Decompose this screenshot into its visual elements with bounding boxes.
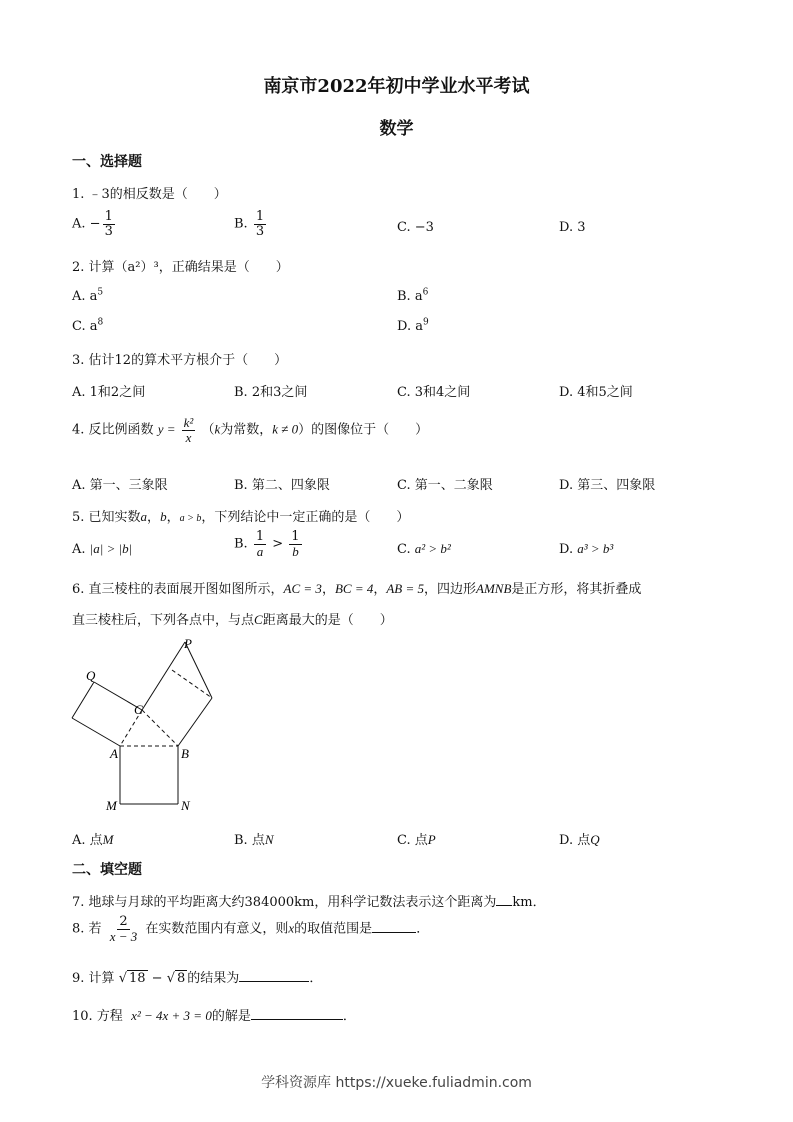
q2-option-a: A. $a^5$ [72,287,104,304]
subject-title: 数学 [379,119,414,139]
q3-option-a: A. 1和2之间 [72,385,146,400]
q3-stem: 3. 估计12的算术平方根介于（ ） [72,353,288,368]
q8-blank [372,920,416,933]
q6-option-b: B. 点N [234,832,274,848]
q5-option-b: B. $\frac{1}{a}$ > $\frac{1}{b}$ [234,529,300,559]
q9-stem: 9. 计算 √ 18 − √ 8 的结果为 ． [72,971,323,986]
q8-stem: 8. 若 $\frac{2}{x - 3}$ 在实数范围内有意义，则x的取值范围是 ． [72,914,430,944]
q10-stem: 10. 方程 x² − 4x + 3 = 0的解是 ． [72,1008,356,1024]
edge-cp [142,642,185,710]
q6-option-d: D. 点Q [559,832,600,848]
exam-title: 南京市2022年初中学业水平考试 [263,76,530,97]
q3-option-c: C. 3和4之间 [397,385,471,400]
q4-stem: 4. 反比例函数 y = $\frac{\text{k²}}{x}$ （k为常数，k ≠ 0）的图像位于（ ） [72,415,429,445]
q2-option-b: B. $a^6$ [397,287,429,304]
label-c: C [134,702,143,717]
label-p: P [184,636,192,651]
q9-blank [239,969,309,982]
section-choice-heading: 一、选择题 [72,154,142,170]
q1-option-d: D. 3 [559,220,586,235]
footer-watermark: 学科资源库 https://xueke.fuliadmin.com [261,1075,532,1091]
q10-blank [251,1007,343,1020]
q5-option-d: D. a³ > b³ [559,541,614,557]
q5-stem: 5. 已知实数a，b，a > b，下列结论中一定正确的是（ ） [72,509,410,525]
q6-stem-line1: 6. 直三棱柱的表面展开图如图所示，AC = 3，BC = 4，AB = 5，四边形AMNB是正方形，将其折叠成 [72,581,642,597]
label-n: N [181,798,190,813]
q5-option-c: C. a² > b² [397,541,451,557]
q4-option-b: B. 第二、四象限 [234,478,330,493]
q6-option-c: C. 点P [397,832,436,848]
q4-option-c: C. 第一、二象限 [397,478,493,493]
edge-cb-dashed [142,710,178,746]
q1-option-b: B. $\frac{1}{3}$ [234,209,265,239]
q2-option-c: C. $a^8$ [72,317,104,334]
prism-net-figure [60,632,230,822]
q2-option-d: D. $a^9$ [397,317,429,334]
label-a: A [110,746,118,761]
edge-left-2 [72,682,94,718]
edge-left-1 [72,718,120,746]
section-fill-heading: 二、填空题 [72,862,142,878]
q1-option-a: A. − $\frac{1}{3}$ [72,209,113,239]
q6-stem-line2: 直三棱柱后，下列各点中，与点C距离最大的是（ ） [72,612,393,628]
q2-stem: 2. 计算（a²）³，正确结果是（ ） [72,260,289,275]
q4-option-a: A. 第一、三象限 [72,478,168,493]
q7-blank [496,893,512,906]
q1-option-c: C. −3 [397,220,434,235]
label-b: B [181,746,189,761]
q3-option-b: B. 2和3之间 [234,385,308,400]
label-q: Q [86,668,96,683]
q5-option-a: A. |a| > |b| [72,541,133,557]
edge-tri-dashed [172,670,212,698]
label-m: M [106,798,117,813]
q1-stem: 1. ﹣3的相反数是（ ） [72,187,227,202]
q4-option-d: D. 第三、四象限 [559,478,656,493]
q7-stem: 7. 地球与月球的平均距离大约384000km，用科学记数法表示这个距离为 km． [72,895,546,910]
edge-right-b [178,698,212,746]
q3-option-d: D. 4和5之间 [559,385,633,400]
q6-option-a: A. 点M [72,832,114,848]
